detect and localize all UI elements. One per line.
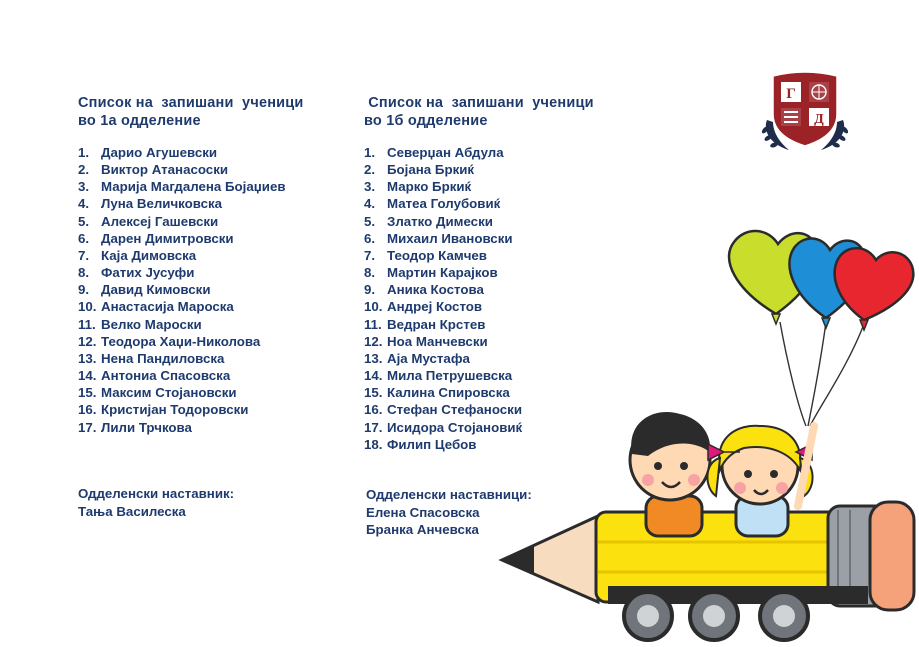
list-item: [78, 213, 304, 230]
student-name: Ведран Крстев: [387, 316, 486, 332]
student-name: Калина Спировска: [387, 385, 510, 401]
student-name: Анастасија Мароска: [101, 299, 234, 315]
list-number: 8.: [78, 265, 90, 281]
class-b-heading-line2: во 1б одделение: [364, 113, 488, 129]
student-name: Матеа Голубовиќ: [387, 196, 501, 212]
student-name: Мартин Карајков: [387, 265, 498, 281]
student-name: Нена Пандиловска: [101, 350, 225, 366]
list-item: [78, 264, 304, 281]
class-a-heading-line1: Список на запишани ученици: [78, 95, 304, 111]
list-number: 18.: [364, 436, 383, 452]
student-name: Теодора Хаџи-Николова: [101, 333, 261, 349]
list-item: [78, 333, 304, 350]
list-number: 15.: [78, 385, 97, 401]
student-name: Андреј Костов: [387, 299, 483, 315]
list-number: 10.: [78, 299, 97, 315]
list-number: 14.: [364, 368, 383, 384]
list-number: 15.: [364, 385, 383, 401]
list-number: 3.: [364, 179, 376, 195]
class-a-teacher-label: Одделенски наставник:: [78, 486, 235, 501]
list-number: 6.: [364, 230, 376, 246]
class-a-teacher-name: Тања Василеска: [78, 503, 186, 519]
student-name: Исидора Стојановиќ: [387, 419, 523, 435]
list-item: [364, 144, 594, 161]
list-item: [78, 178, 304, 195]
student-name: Михаил Ивановски: [387, 230, 513, 246]
list-item: [78, 144, 304, 161]
student-name: Каја Димовска: [101, 247, 197, 263]
list-number: 1.: [364, 145, 376, 160]
list-item: [78, 367, 304, 384]
list-number: 12.: [364, 333, 383, 349]
crest-letter-top: Г: [786, 86, 796, 102]
list-number: 16.: [364, 402, 383, 418]
class-a-teacher-block: [78, 485, 234, 520]
list-number: 2.: [364, 162, 376, 178]
student-name: Мила Петрушевска: [387, 368, 513, 384]
student-name: Марија Магдалена Бојаџиев: [101, 179, 286, 195]
student-name: Давид Кимовски: [101, 282, 211, 298]
children-pencil-car-icon: [498, 226, 919, 647]
student-name: Лили Трчкова: [101, 419, 192, 435]
list-number: 10.: [364, 299, 383, 315]
list-number: 9.: [364, 282, 376, 298]
student-name: Ноа Манчевски: [387, 333, 488, 349]
student-name: Марко Бркиќ: [387, 179, 472, 195]
list-number: 7.: [78, 247, 90, 263]
student-name: Виктор Атанасоски: [101, 162, 229, 178]
list-number: 13.: [364, 350, 383, 366]
list-item: [78, 401, 304, 418]
student-name: Дарио Агушевски: [101, 145, 218, 160]
list-number: 5.: [78, 213, 90, 229]
student-name: Бојана Бркиќ: [387, 162, 475, 178]
list-item: [78, 384, 304, 401]
list-number: 6.: [78, 230, 90, 246]
list-number: 17.: [364, 419, 383, 435]
school-crest-icon: [759, 70, 851, 154]
class-b-teacher-name: Бранка Анчевска: [366, 522, 479, 537]
class-b-teacher-name: Елена Спасовска: [366, 504, 480, 520]
list-number: 12.: [78, 333, 97, 349]
list-number: 14.: [78, 368, 97, 384]
list-number: 1.: [78, 145, 90, 160]
student-name: Теодор Камчев: [387, 247, 487, 263]
list-number: 13.: [78, 350, 97, 366]
list-number: 5.: [364, 213, 376, 229]
student-name: Филип Цебов: [387, 436, 477, 452]
list-number: 17.: [78, 419, 97, 435]
crest-letter-bottom: Д: [814, 112, 824, 127]
list-item: [78, 161, 304, 178]
list-number: 4.: [364, 196, 376, 212]
list-item: [78, 298, 304, 315]
student-name: Антониа Спасовска: [101, 368, 231, 384]
class-b-teacher-label: Одделенски наставници:: [366, 487, 532, 502]
student-name: Дарен Димитровски: [101, 230, 234, 246]
student-name: Велко Мароски: [101, 316, 202, 332]
list-item: [78, 316, 304, 333]
list-number: 2.: [78, 162, 90, 178]
list-item: [78, 350, 304, 367]
list-number: 11.: [78, 316, 96, 332]
student-name: Стефан Стефаноски: [387, 402, 523, 418]
class-a-column: [78, 94, 304, 436]
student-name: Северџан Абдула: [387, 145, 504, 160]
student-name: Фатих Јусуфи: [101, 265, 195, 281]
list-item: [364, 178, 594, 195]
list-item: [78, 195, 304, 212]
list-number: 7.: [364, 247, 376, 263]
student-name: Аја Мустафа: [387, 350, 470, 366]
list-item: [78, 281, 304, 298]
class-a-heading-line2: во 1а одделение: [78, 113, 201, 129]
list-number: 11.: [364, 316, 382, 332]
list-item: [364, 195, 594, 212]
list-item: [78, 230, 304, 247]
student-name: Луна Величковска: [101, 196, 223, 212]
balloons-icon: [729, 231, 913, 426]
class-a-student-list: [78, 144, 304, 436]
list-number: 8.: [364, 265, 376, 281]
student-name: Максим Стојановски: [101, 385, 237, 401]
student-name: Аника Костова: [387, 282, 484, 298]
list-number: 3.: [78, 179, 90, 195]
list-number: 9.: [78, 282, 90, 298]
list-number: 4.: [78, 196, 90, 212]
list-item: [364, 161, 594, 178]
student-name: Златко Димески: [387, 213, 493, 229]
list-item: [78, 247, 304, 264]
pencil-car: [502, 502, 914, 640]
student-name: Алексеј Гашевски: [101, 213, 219, 229]
class-b-heading-line1: Список на запишани ученици: [364, 95, 594, 111]
student-name: Кристијан Тодоровски: [101, 402, 249, 418]
list-item: [78, 419, 304, 436]
list-number: 16.: [78, 402, 97, 418]
